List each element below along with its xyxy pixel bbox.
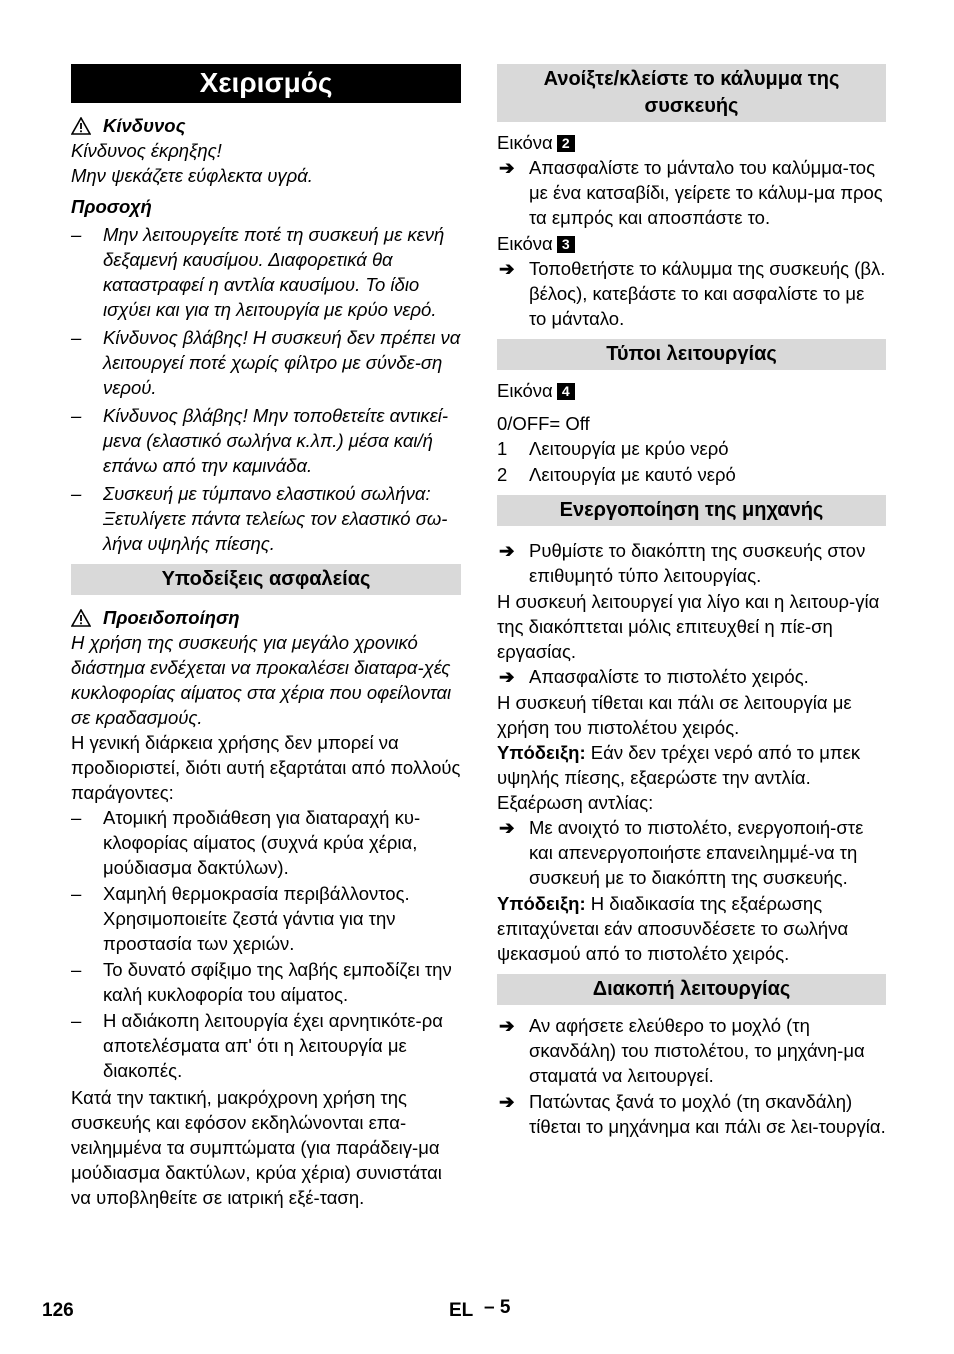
step-item xyxy=(497,1089,886,1139)
mode-list xyxy=(497,411,886,487)
warning-text: Η χρήση της συσκευής για μεγάλο χρονικό διάστημα ενδέχεται να προκαλέσει διαταρα-χές κυκλοφορίας αίματος στα χέρια που οφείλονται σε κραδασμούς. xyxy=(71,632,452,728)
factor-item-3: Το δυνατό σφίξιμο της λαβής εμποδίζει την καλή κυκλοφορία του αίματος. xyxy=(103,959,452,1005)
step-item xyxy=(497,538,886,588)
arrow-right-icon: ➔ xyxy=(499,540,515,561)
caution-item-2: Κίνδυνος βλάβης! Η συσκευή δεν πρέπει να λειτουργεί ποτέ χωρίς φίλτρο με σύνδε-ση νερού. xyxy=(103,327,461,398)
general-text: Η γενική διάρκεια χρήσης δεν μπορεί να προδιοριστεί, διότι αυτή εξαρτάται από πολλούς παράγοντες: xyxy=(71,732,461,803)
figure-ref-3 xyxy=(497,231,886,256)
note-1 xyxy=(497,740,886,790)
dash-bullet: – xyxy=(71,405,82,426)
caution-item-1: Μην λειτουργείτε ποτέ τη συσκευή με κενή δεξαμενή καυσίμου. Διαφορετικά θα καταστραφεί η αντλία καυσίμου. Το ίδιο ισχύει και για τη λειτουργία με κρύο νερό. xyxy=(103,224,445,320)
language-code: EL xyxy=(449,1300,474,1321)
figure-number-badge: 3 xyxy=(557,236,575,253)
bleed-step: Με ανοιχτό το πιστολέτο, ενεργοποιή-στε και απενεργοποιήστε επανειλημμέ-να τη συσκευή με το διακόπτη της συσκευής. xyxy=(529,817,864,888)
danger-heading xyxy=(71,113,461,138)
start-step-1: Ρυθμίστε το διακόπτη της συσκευής στον επιθυμητό τύπο λειτουργίας. xyxy=(529,540,866,586)
section-title: Χειρισμός xyxy=(71,64,461,103)
step-item xyxy=(497,1013,886,1088)
arrow-right-icon: ➔ xyxy=(499,817,515,838)
stop-step-1: Αν αφήσετε ελεύθερο το μοχλό (τη σκανδάλη) του πιστολέτου, το μηχάνη-μα σταματά να λειτουργεί. xyxy=(529,1015,865,1086)
bleed-label: Εξαέρωση αντλίας: xyxy=(497,792,654,813)
arrow-right-icon: ➔ xyxy=(499,1015,515,1036)
dash-bullet: – xyxy=(71,483,82,504)
list-item xyxy=(71,957,461,1007)
caution-item-4: Συσκευή με τύμπανο ελαστικού σωλήνα: Ξετυλίγετε πάντα τελείως τον ελαστικό σω-λήνα υψηλής πίεσης. xyxy=(103,483,448,554)
factor-item-1: Ατομική προδιάθεση για διαταραχή κυ-κλοφορίας αίματος (συχνά κρύα χέρια, μούδιασμα δακτύλων). xyxy=(103,807,421,878)
figure-number-badge: 4 xyxy=(557,383,575,400)
cover-step-1: Απασφαλίστε το μάνταλο του καλύμμα-τος με ένα κατσαβίδι, γείρετε το κάλυμ-μα προς τα εμπρός και αποσπάστε το. xyxy=(529,157,883,228)
note-2 xyxy=(497,891,886,966)
list-item xyxy=(71,403,461,478)
start-step-2: Απασφαλίστε το πιστολέτο χειρός. xyxy=(529,666,809,687)
danger-line-2: Μην ψεκάζετε εύφλεκτα υγρά. xyxy=(71,165,313,186)
arrow-right-icon: ➔ xyxy=(499,258,515,279)
factor-item-4: Η αδιάκοπη λειτουργία έχει αρνητικότε-ρα αποτελέσματα απ' ότι η λειτουργία με διακοπές. xyxy=(103,1010,443,1081)
caution-label: Προσοχή xyxy=(71,196,152,217)
arrow-right-icon: ➔ xyxy=(499,666,515,687)
mode-value: Λειτουργία με καυτό νερό xyxy=(529,464,736,485)
section-page-number: – 5 xyxy=(484,1297,511,1318)
cover-step-2: Τοποθετήστε το κάλυμμα της συσκευής (βλ. βέλος), κατεβάστε το και ασφαλίστε το με το μάνταλο. xyxy=(529,258,886,329)
warning-triangle-icon xyxy=(71,609,91,627)
figure-word: Εικόνα xyxy=(497,380,553,401)
modes-heading: Τύποι λειτουργίας xyxy=(497,339,886,370)
cover-heading: Ανοίξτε/κλείστε το κάλυμμα της συσκευής xyxy=(497,64,886,122)
note-label: Υπόδειξη: xyxy=(497,893,586,914)
mode-row-off xyxy=(497,411,886,436)
list-item xyxy=(71,325,461,400)
safety-heading: Υποδείξεις ασφαλείας xyxy=(71,564,461,595)
figure-number-badge: 2 xyxy=(557,135,575,152)
dash-bullet: – xyxy=(71,959,82,980)
step-item xyxy=(497,256,886,331)
danger-label: Κίνδυνος xyxy=(103,115,186,136)
list-item xyxy=(71,481,461,556)
right-column xyxy=(497,64,886,1139)
note-label: Υπόδειξη: xyxy=(497,742,586,763)
dash-bullet: – xyxy=(71,327,82,348)
dash-bullet: – xyxy=(71,224,82,245)
mode-key: 0/OFF xyxy=(497,413,550,434)
mode-value: = Off xyxy=(549,413,590,434)
list-item xyxy=(71,222,461,322)
caution-item-3: Κίνδυνος βλάβης! Μην τοποθετείτε αντικεί-μενα (ελαστικό σωλήνα κ.λπ.) μέσα και/ή επάνω από την καμινάδα. xyxy=(103,405,449,476)
warning-heading xyxy=(71,605,461,630)
figure-word: Εικόνα xyxy=(497,233,553,254)
note-2-text: Η διαδικασία της εξαέρωσης επιταχύνεται εάν αποσυνδέσετε το σωλήνα ψεκασμού από το πιστολέτο χειρός. xyxy=(497,893,849,964)
mode-key: 1 xyxy=(497,438,508,459)
step-item xyxy=(497,815,886,890)
list-item xyxy=(71,1008,461,1083)
start-text-1: Η συσκευή λειτουργεί για λίγο και η λειτουρ-γία της διακόπτεται μόλις επιτευχθεί η πίε-ση εργασίας. xyxy=(497,591,880,662)
start-text-2: Η συσκευή τίθεται και πάλι σε λειτουργία με χρήση του πιστολέτου χειρός. xyxy=(497,692,852,738)
dash-bullet: – xyxy=(71,1010,82,1031)
step-item xyxy=(497,664,886,689)
dash-bullet: – xyxy=(71,807,82,828)
dash-bullet: – xyxy=(71,883,82,904)
mode-row-1 xyxy=(497,436,886,461)
list-item xyxy=(71,881,461,956)
list-item xyxy=(71,805,461,880)
figure-ref-2 xyxy=(497,130,886,155)
warning-triangle-icon xyxy=(71,117,91,135)
stop-step-2: Πατώντας ξανά το μοχλό (τη σκανδάλη) τίθεται το μηχάνημα και πάλι σε λει-τουργία. xyxy=(529,1091,886,1137)
figure-ref-4 xyxy=(497,378,886,403)
mode-value: Λειτουργία με κρύο νερό xyxy=(529,438,729,459)
warning-label: Προειδοποίηση xyxy=(103,607,240,628)
step-item xyxy=(497,155,886,230)
arrow-right-icon: ➔ xyxy=(499,1091,515,1112)
factor-item-2: Χαμηλή θερμοκρασία περιβάλλοντος. Χρησιμοποιείτε ζεστά γάντια για την προστασία των χεριών. xyxy=(103,883,410,954)
left-column xyxy=(71,64,461,1210)
page-number: 126 xyxy=(42,1300,74,1321)
closing-text: Κατά την τακτική, μακρόχρονη χρήση της συσκευής και εφόσον εκδηλώνονται επα-νειλημμένα τα συμπτώματα (για παράδειγ-μα μούδιασμα δακτύλων, κρύα χέρια) συνιστάται να υποβληθείτε σε ιατρική εξέ-ταση. xyxy=(71,1087,442,1208)
stop-heading: Διακοπή λειτουργίας xyxy=(497,974,886,1005)
start-heading: Ενεργοποίηση της μηχανής xyxy=(497,495,886,526)
danger-line-1: Κίνδυνος έκρηξης! xyxy=(71,140,222,161)
mode-key: 2 xyxy=(497,464,508,485)
mode-row-2 xyxy=(497,462,886,487)
note-1-text: Εάν δεν τρέχει νερό από το μπεκ υψηλής πίεσης, εξαερώστε την αντλία. xyxy=(497,742,861,788)
figure-word: Εικόνα xyxy=(497,132,553,153)
arrow-right-icon: ➔ xyxy=(499,157,515,178)
